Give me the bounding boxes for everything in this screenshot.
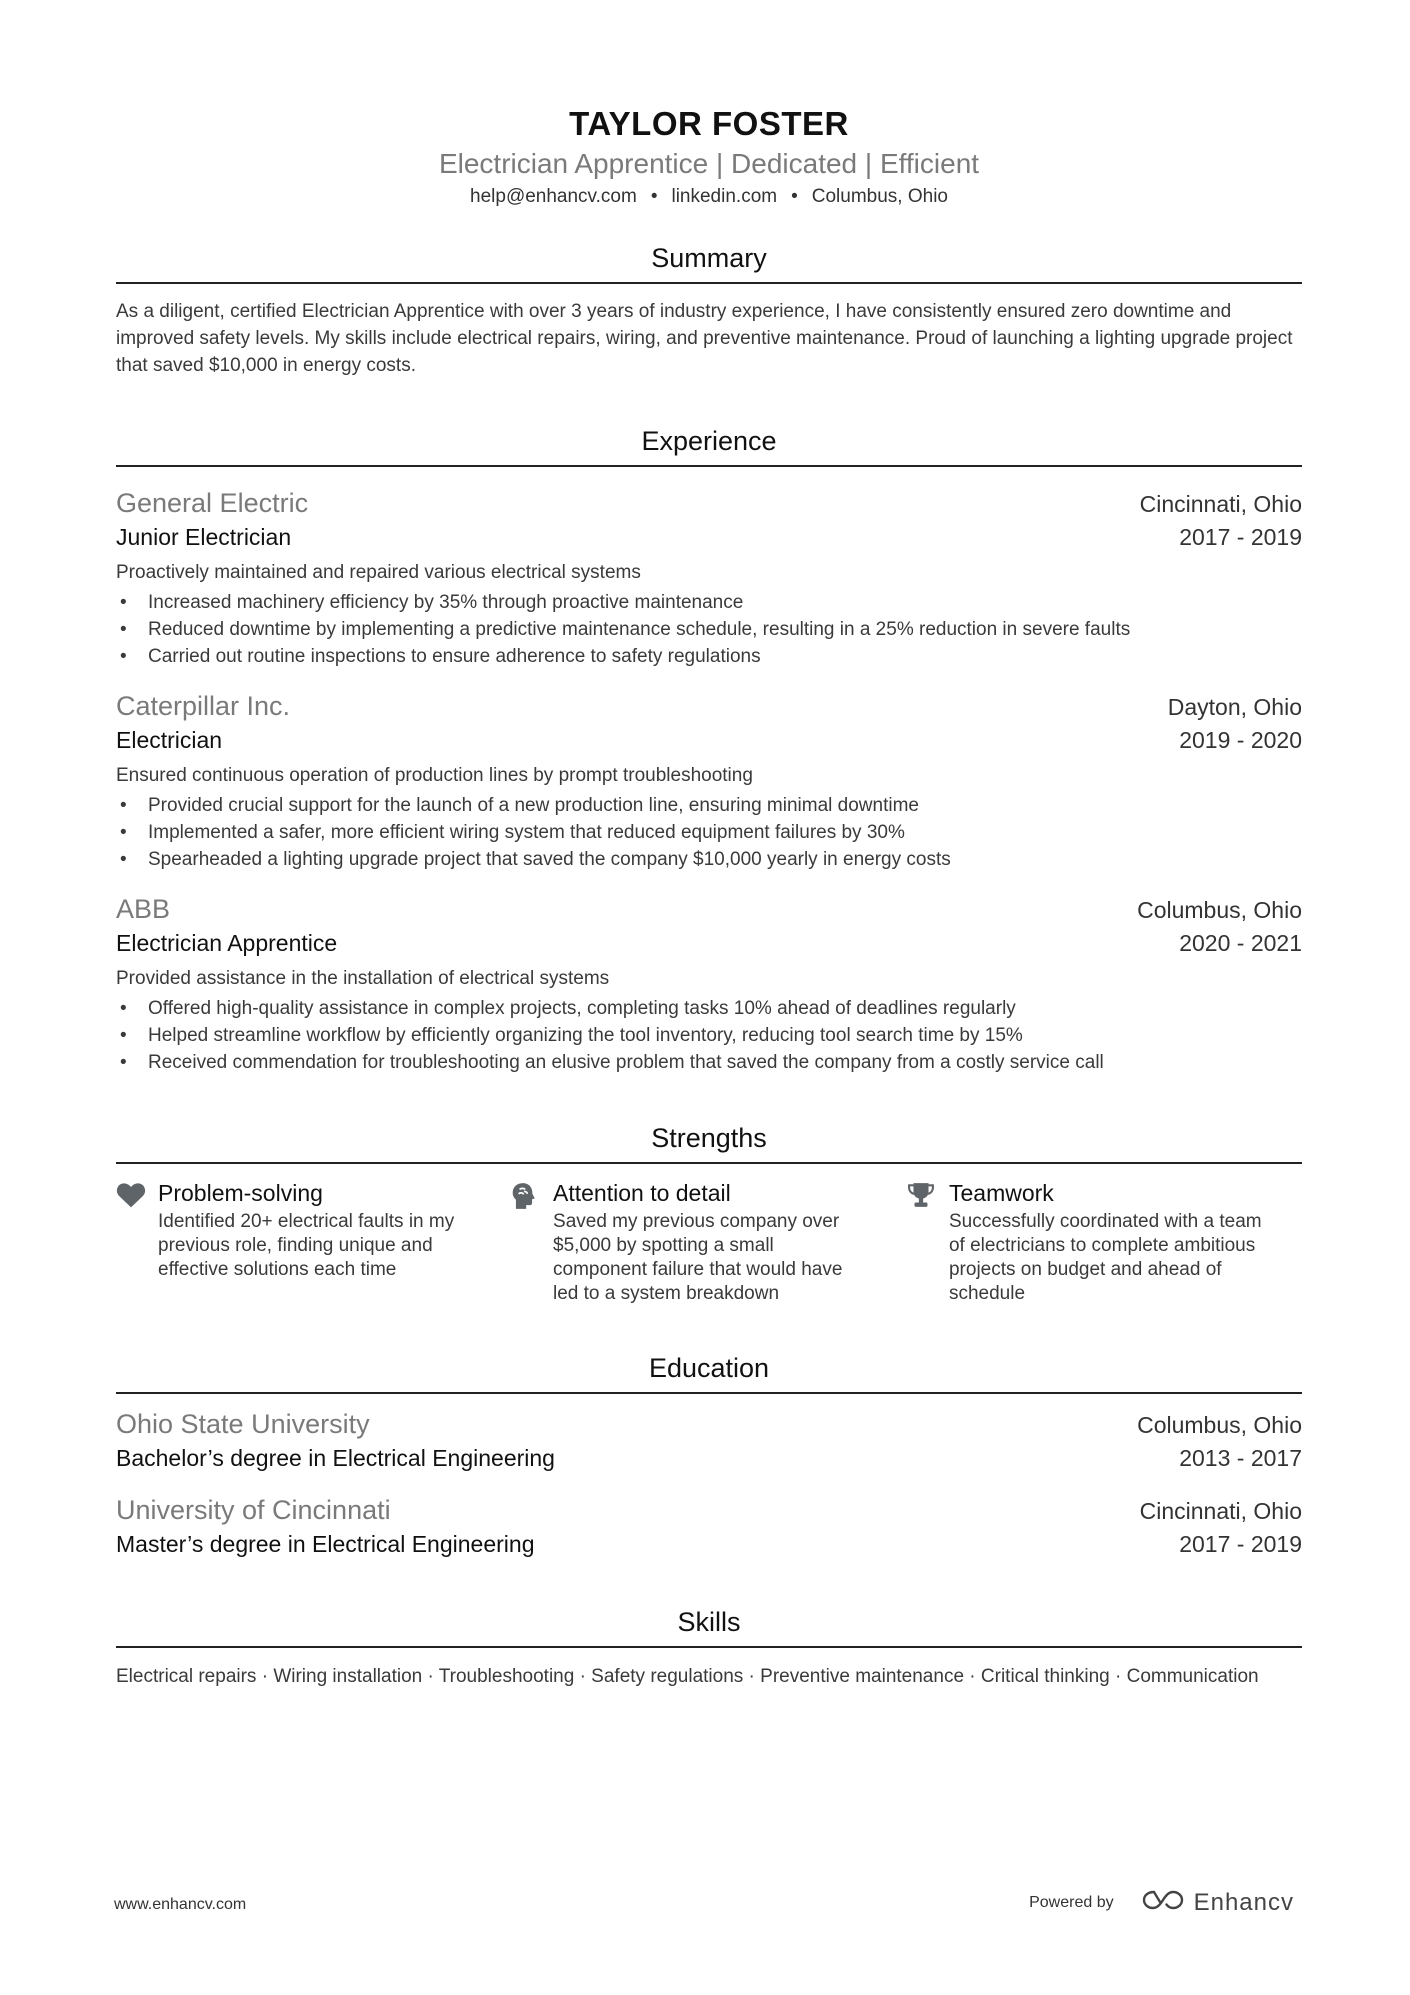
experience-section bbox=[116, 423, 1302, 1076]
section-title-skills: Skills bbox=[116, 1604, 1302, 1648]
footer-branding bbox=[1029, 1888, 1294, 1917]
education-section bbox=[116, 1350, 1302, 1560]
job-description: Ensured continuous operation of production lines by prompt troubleshooting bbox=[116, 765, 753, 786]
contact-email[interactable]: help@enhancv.com bbox=[470, 186, 637, 207]
contact-linkedin[interactable]: linkedin.com bbox=[671, 186, 778, 207]
heart-icon bbox=[116, 1178, 158, 1306]
bullet-item: • Offered high-quality assistance in complex projects, completing tasks 10% ahead of deadlines regularly bbox=[116, 995, 1302, 1022]
footer-website[interactable]: www.enhancv.com bbox=[114, 1896, 247, 1913]
job-dates: 2020 - 2021 bbox=[1179, 930, 1302, 956]
job-location: Columbus, Ohio bbox=[1137, 897, 1302, 923]
powered-by-label: Powered by bbox=[1029, 1893, 1114, 1911]
job-dates: 2017 - 2019 bbox=[1179, 524, 1302, 550]
candidate-headline: Electrician Apprentice | Dedicated | Efficient bbox=[438, 148, 980, 179]
section-title-experience: Experience bbox=[116, 423, 1302, 467]
strength-description: Identified 20+ electrical faults in my previous role, finding unique and effective solutions each time bbox=[158, 1211, 455, 1280]
brain-head-icon bbox=[511, 1178, 553, 1306]
job-location: Dayton, Ohio bbox=[1167, 694, 1302, 720]
strengths-section bbox=[116, 1120, 1302, 1306]
education-entry bbox=[116, 1406, 1302, 1474]
company-name: ABB bbox=[116, 894, 171, 924]
resume-page bbox=[116, 0, 1302, 1692]
brand-name[interactable]: Enhancv bbox=[1193, 1888, 1294, 1916]
enhancv-logo-icon[interactable] bbox=[1140, 1888, 1186, 1917]
company-name: Caterpillar Inc. bbox=[116, 691, 291, 721]
contact-line bbox=[116, 184, 1302, 210]
section-title-summary: Summary bbox=[116, 240, 1302, 284]
job-description: Proactively maintained and repaired various electrical systems bbox=[116, 562, 641, 583]
education-entry bbox=[116, 1492, 1302, 1560]
job-description: Provided assistance in the installation of electrical systems bbox=[116, 968, 610, 989]
education-dates: 2013 - 2017 bbox=[1179, 1445, 1302, 1471]
job-dates: 2019 - 2020 bbox=[1179, 727, 1302, 753]
job-bullets bbox=[116, 792, 1302, 873]
section-title-strengths: Strengths bbox=[116, 1120, 1302, 1164]
job-location: Cincinnati, Ohio bbox=[1139, 491, 1302, 517]
company-name: General Electric bbox=[116, 488, 309, 518]
job-title: Electrician bbox=[116, 727, 223, 753]
job-bullets bbox=[116, 995, 1302, 1076]
candidate-name: TAYLOR FOSTER bbox=[569, 105, 849, 142]
experience-entry bbox=[116, 485, 1302, 670]
separator-dot: • bbox=[650, 186, 658, 207]
summary-text: As a diligent, certified Electrician Apprentice with over 3 years of industry experience, I have consistently ensured zero downtime and improved safety levels. My skills include electrical repairs, wiring, and preventive maintenance. Proud of launching a lighting upgrade project that saved $10,000 in energy costs. bbox=[116, 301, 1293, 376]
strength-title: Teamwork bbox=[948, 1180, 1054, 1206]
resume-header bbox=[116, 0, 1302, 210]
school-location: Columbus, Ohio bbox=[1137, 1412, 1302, 1438]
bullet-item: • Reduced downtime by implementing a predictive maintenance schedule, resulting in a 25% reduction in severe faults bbox=[116, 616, 1302, 643]
experience-entry bbox=[116, 688, 1302, 873]
strength-item bbox=[116, 1178, 511, 1306]
bullet-item: • Received commendation for troubleshooting an elusive problem that saved the company from a costly service call bbox=[116, 1049, 1302, 1076]
skills-list: Electrical repairs · Wiring installation · Troubleshooting · Safety regulations · Preventive maintenance · Critical thinking · Communication bbox=[116, 1666, 1259, 1687]
school-name: University of Cincinnati bbox=[116, 1495, 391, 1525]
degree: Bachelor’s degree in Electrical Engineering bbox=[116, 1445, 555, 1471]
bullet-item: • Helped streamline workflow by efficiently organizing the tool inventory, reducing tool search time by 15% bbox=[116, 1022, 1302, 1049]
strength-title: Problem-solving bbox=[158, 1180, 323, 1206]
experience-entry bbox=[116, 891, 1302, 1076]
strength-title: Attention to detail bbox=[553, 1180, 731, 1206]
separator-dot: • bbox=[791, 186, 798, 207]
strength-description: Saved my previous company over $5,000 by spotting a small component failure that would have led to a system breakdown bbox=[553, 1211, 843, 1304]
strengths-grid bbox=[116, 1178, 1302, 1306]
bullet-item: • Spearheaded a lighting upgrade project that saved the company $10,000 yearly in energy costs bbox=[116, 846, 1302, 873]
strength-item bbox=[511, 1178, 907, 1306]
section-title-education: Education bbox=[116, 1350, 1302, 1394]
job-title: Junior Electrician bbox=[116, 524, 292, 550]
degree: Master’s degree in Electrical Engineering bbox=[116, 1531, 535, 1557]
bullet-item: • Implemented a safer, more efficient wiring system that reduced equipment failures by 30% bbox=[116, 819, 1302, 846]
bullet-item: • Increased machinery efficiency by 35% through proactive maintenance bbox=[116, 589, 1302, 616]
school-location: Cincinnati, Ohio bbox=[1139, 1498, 1302, 1524]
contact-location: Columbus, Ohio bbox=[811, 186, 948, 207]
skills-section bbox=[116, 1604, 1302, 1692]
education-dates: 2017 - 2019 bbox=[1179, 1531, 1302, 1557]
strength-item bbox=[907, 1178, 1302, 1306]
bullet-item: • Carried out routine inspections to ensure adherence to safety regulations bbox=[116, 643, 1302, 670]
trophy-icon bbox=[907, 1178, 949, 1306]
job-bullets bbox=[116, 589, 1302, 670]
strength-description: Successfully coordinated with a team of electricians to complete ambitious projects on budget and ahead of schedule bbox=[948, 1211, 1262, 1304]
summary-section bbox=[116, 240, 1302, 379]
school-name: Ohio State University bbox=[116, 1409, 370, 1439]
bullet-item: • Provided crucial support for the launch of a new production line, ensuring minimal downtime bbox=[116, 792, 1302, 819]
job-title: Electrician Apprentice bbox=[116, 930, 338, 956]
